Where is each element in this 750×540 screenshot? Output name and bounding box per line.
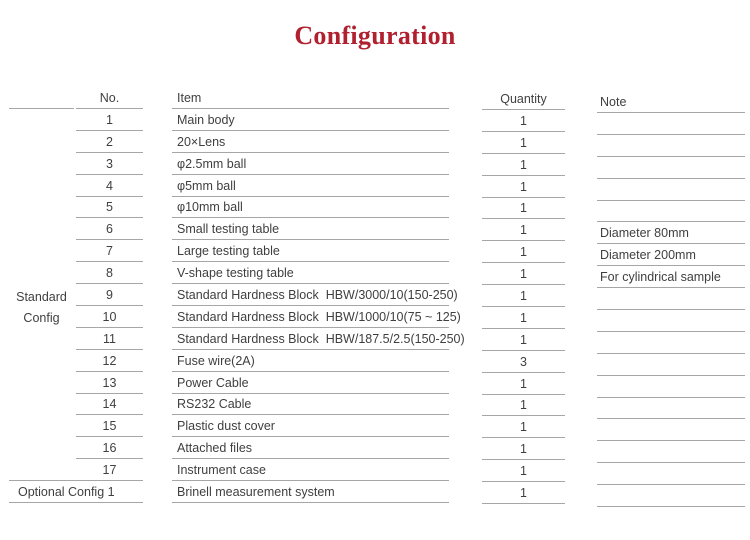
- item-cell-row-11: Standard Hardness Block HBW/187.5/2.5(150-250): [172, 328, 449, 350]
- note-cell-row-4: [597, 179, 745, 201]
- item-cell-row-8: V-shape testing table: [172, 262, 449, 284]
- no-cell-row-14: 14: [76, 394, 143, 416]
- no-cell-row-15: 15: [76, 415, 143, 437]
- item-cell-row-12: Fuse wire(2A): [172, 350, 449, 372]
- no-cell-row-9: 9: [76, 284, 143, 306]
- no-cell-row-6: 6: [76, 218, 143, 240]
- column-header-note: Note: [597, 92, 745, 113]
- quantity-column: [482, 110, 565, 504]
- item-cell-row-16: Attached files: [172, 437, 449, 459]
- no-column: [76, 109, 143, 481]
- note-column: [597, 113, 745, 507]
- quantity-cell-row-13: 1: [482, 373, 565, 395]
- no-cell-row-7: 7: [76, 240, 143, 262]
- optional-config-label: Optional Config 1: [9, 481, 143, 503]
- note-cell-row-3: [597, 157, 745, 179]
- item-cell-row-5: φ10mm ball: [172, 197, 449, 219]
- item-cell-row-15: Plastic dust cover: [172, 415, 449, 437]
- quantity-cell-row-9: 1: [482, 285, 565, 307]
- item-cell-row-17: Instrument case: [172, 459, 449, 481]
- item-cell-row-13: Power Cable: [172, 372, 449, 394]
- group-label-line1: Standard: [16, 290, 67, 304]
- item-cell-row-2: 20×Lens: [172, 131, 449, 153]
- quantity-cell-row-8: 1: [482, 263, 565, 285]
- item-cell-row-14: RS232 Cable: [172, 394, 449, 416]
- no-cell-row-13: 13: [76, 372, 143, 394]
- note-cell-row-14: [597, 398, 745, 420]
- quantity-cell-row-1: 1: [482, 110, 565, 132]
- quantity-cell-row-4: 1: [482, 176, 565, 198]
- note-cell-row-9: [597, 288, 745, 310]
- quantity-cell-row-7: 1: [482, 241, 565, 263]
- quantity-cell-row-16: 1: [482, 438, 565, 460]
- item-column: [172, 109, 465, 503]
- item-cell-row-10: Standard Hardness Block HBW/1000/10(75 ~ 125): [172, 306, 449, 328]
- quantity-cell-row-6: 1: [482, 219, 565, 241]
- quantity-cell-row-5: 1: [482, 198, 565, 220]
- item-cell-row-3: φ2.5mm ball: [172, 153, 449, 175]
- note-cell-row-17: [597, 463, 745, 485]
- note-cell-row-6: Diameter 80mm: [597, 222, 745, 244]
- item-cell-row-6: Small testing table: [172, 218, 449, 240]
- page-title: Configuration: [294, 21, 456, 50]
- column-header-no: No.: [76, 88, 143, 109]
- no-cell-row-11: 11: [76, 328, 143, 350]
- group-label-line2: Config: [23, 311, 60, 325]
- note-cell-row-10: [597, 310, 745, 332]
- item-cell-row-18: Brinell measurement system: [172, 481, 449, 503]
- no-cell-row-12: 12: [76, 350, 143, 372]
- no-cell-row-4: 4: [76, 175, 143, 197]
- no-cell-row-17: 17: [76, 459, 143, 481]
- quantity-cell-row-3: 1: [482, 154, 565, 176]
- quantity-cell-row-11: 1: [482, 329, 565, 351]
- quantity-cell-row-14: 1: [482, 395, 565, 417]
- quantity-cell-row-18: 1: [482, 482, 565, 504]
- note-cell-row-13: [597, 376, 745, 398]
- quantity-cell-row-2: 1: [482, 132, 565, 154]
- quantity-cell-row-15: 1: [482, 416, 565, 438]
- quantity-cell-row-12: 3: [482, 351, 565, 373]
- group-column-header-line: [9, 88, 74, 109]
- note-cell-row-8: For cylindrical sample: [597, 266, 745, 288]
- quantity-cell-row-10: 1: [482, 307, 565, 329]
- column-header-quantity: Quantity: [482, 89, 565, 110]
- note-cell-row-15: [597, 419, 745, 441]
- no-cell-row-10: 10: [76, 306, 143, 328]
- no-cell-row-2: 2: [76, 131, 143, 153]
- column-header-item: Item: [172, 88, 449, 109]
- group-label-standard-config: [9, 287, 74, 329]
- note-cell-row-11: [597, 332, 745, 354]
- no-cell-row-1: 1: [76, 109, 143, 131]
- note-cell-row-18: [597, 485, 745, 507]
- item-cell-row-4: φ5mm ball: [172, 175, 449, 197]
- item-cell-row-1: Main body: [172, 109, 449, 131]
- item-cell-row-9: Standard Hardness Block HBW/3000/10(150-250): [172, 284, 449, 306]
- note-cell-row-5: [597, 201, 745, 223]
- no-cell-row-5: 5: [76, 197, 143, 219]
- note-cell-row-7: Diameter 200mm: [597, 244, 745, 266]
- note-cell-row-12: [597, 354, 745, 376]
- note-cell-row-16: [597, 441, 745, 463]
- no-cell-row-3: 3: [76, 153, 143, 175]
- no-cell-row-8: 8: [76, 262, 143, 284]
- quantity-cell-row-17: 1: [482, 460, 565, 482]
- item-cell-row-7: Large testing table: [172, 240, 449, 262]
- note-cell-row-2: [597, 135, 745, 157]
- note-cell-row-1: [597, 113, 745, 135]
- no-cell-row-16: 16: [76, 437, 143, 459]
